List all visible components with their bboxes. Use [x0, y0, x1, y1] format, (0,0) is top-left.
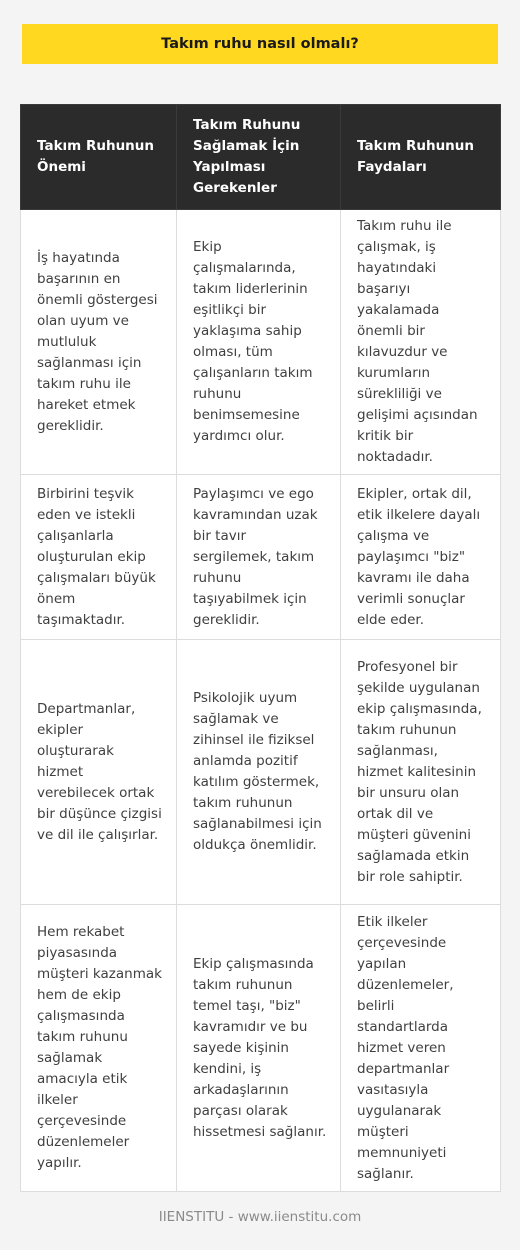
column-header-benefits: Takım Ruhunun Faydaları	[341, 105, 501, 210]
table-cell: Psikolojik uyum sağlamak ve zihinsel ile fiziksel anlamda pozitif katılım göstermek, takım ruhunun sağlanabilmesi için oldukça önemlidir.	[177, 640, 341, 905]
table-cell: Departmanlar, ekipler oluşturarak hizmet verebilecek ortak bir düşünce çizgisi ve dil ile çalışırlar.	[21, 640, 177, 905]
table-cell: Profesyonel bir şekilde uygulanan ekip çalışmasında, takım ruhunun sağlanması, hizmet kalitesinin bir unsuru olan ortak dil ve müşteri güvenini sağlamada etkin bir role sahiptir.	[341, 640, 501, 905]
table-header-row	[21, 105, 501, 210]
table-row	[21, 640, 501, 905]
table-row	[21, 475, 501, 640]
table-row	[21, 210, 501, 475]
title-banner	[22, 24, 498, 64]
table-cell: Ekip çalışmalarında, takım liderlerinin eşitlikçi bir yaklaşıma sahip olması, tüm çalışanların takım ruhunu benimsemesine yardımcı olur.	[177, 210, 341, 475]
table-cell: Etik ilkeler çerçevesinde yapılan düzenlemeler, belirli standartlarda hizmet veren departmanlar vasıtasıyla uygulanarak müşteri memnuniyeti sağlanır.	[341, 905, 501, 1192]
table-cell: Ekip çalışmasında takım ruhunun temel taşı, "biz" kavramıdır ve bu sayede kişinin kendini, iş arkadaşlarının parçası olarak hissetmesi sağlanır.	[177, 905, 341, 1192]
column-header-importance: Takım Ruhunun Önemi	[21, 105, 177, 210]
column-header-requirements: Takım Ruhunu Sağlamak İçin Yapılması Gerekenler	[177, 105, 341, 210]
comparison-table	[20, 104, 501, 1192]
table-cell: İş hayatında başarının en önemli göstergesi olan uyum ve mutluluk sağlanması için takım ruhu ile hareket etmek gereklidir.	[21, 210, 177, 475]
footer-credit: IIENSTITU - www.iienstitu.com	[158, 1209, 362, 1225]
table-row	[21, 905, 501, 1192]
table-cell: Takım ruhu ile çalışmak, iş hayatındaki başarıyı yakalamada önemli bir kılavuzdur ve kurumların sürekliliği ve gelişimi açısından kritik bir noktadadır.	[341, 210, 501, 475]
table-cell: Ekipler, ortak dil, etik ilkelere dayalı çalışma ve paylaşımcı "biz" kavramı ile daha verimli sonuçlar elde eder.	[341, 475, 501, 640]
table-cell: Birbirini teşvik eden ve istekli çalışanlarla oluşturulan ekip çalışmaları büyük önem taşımaktadır.	[21, 475, 177, 640]
page-title: Takım ruhu nasıl olmalı?	[161, 36, 359, 52]
table-cell: Paylaşımcı ve ego kavramından uzak bir tavır sergilemek, takım ruhunu taşıyabilmek için gereklidir.	[177, 475, 341, 640]
table-cell: Hem rekabet piyasasında müşteri kazanmak hem de ekip çalışmasında takım ruhunu sağlamak amacıyla etik ilkeler çerçevesinde düzenlemeler yapılır.	[21, 905, 177, 1192]
